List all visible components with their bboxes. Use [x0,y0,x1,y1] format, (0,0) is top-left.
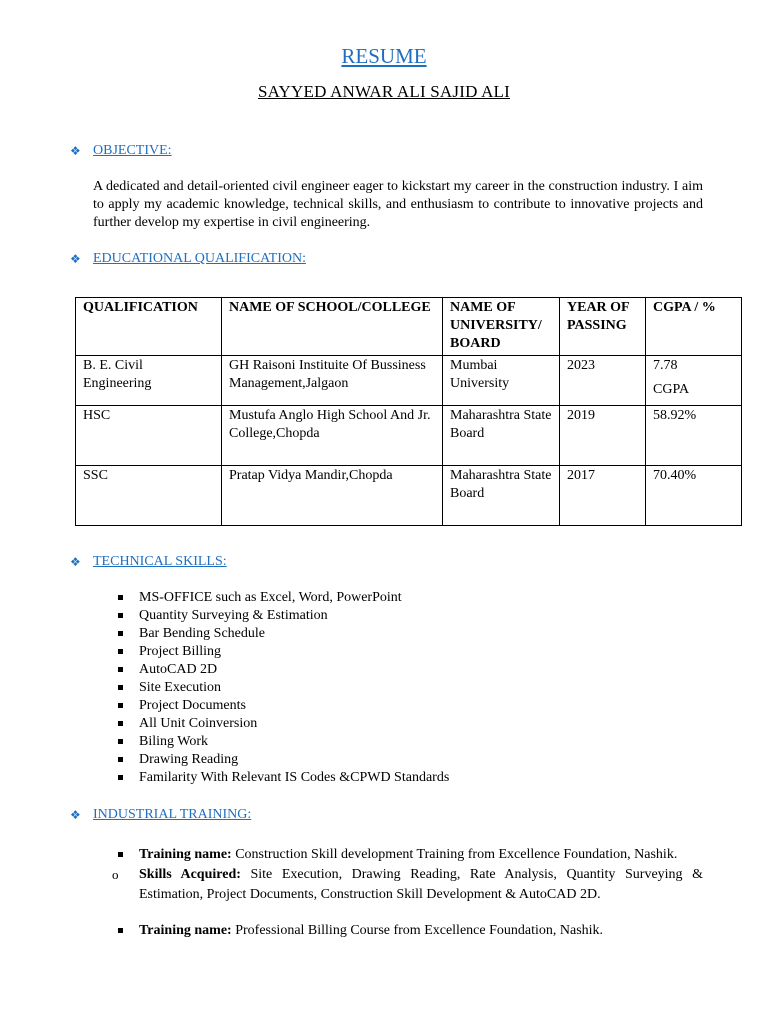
school-cell: GH Raisoni Instituite Of Bussiness Management,Jalgaon [222,356,443,406]
table-header-row [76,298,742,356]
skills-acquired-item [112,865,704,905]
skill-label: MS-OFFICE such as Excel, Word, PowerPoint [139,590,402,605]
diamond-cluster-icon: ❖ [70,808,81,822]
diamond-cluster-icon: ❖ [70,555,81,569]
skills-acquired-text: Site Execution, Drawing Reading, Rate Analysis, Quantity Surveying & Estimation, Project Documents, Construction Skill Development & AutoCAD 2D. [139,867,704,902]
column-header: NAME OF UNIVERSITY/ BOARD [443,298,560,356]
square-bullet-icon [118,613,123,618]
skill-label: All Unit Coinversion [139,716,258,731]
square-bullet-icon [118,631,123,636]
diamond-cluster-icon: ❖ [70,252,81,266]
year-cell: 2019 [560,406,646,466]
list-item [115,769,449,787]
training-item [115,845,703,865]
skill-label: Drawing Reading [139,752,239,767]
list-item [115,625,449,643]
skill-label: Familarity With Relevant IS Codes &CPWD Standards [139,770,450,785]
square-bullet-icon [118,649,123,654]
candidate-name: SAYYED ANWAR ALI SAJID ALI [257,82,511,101]
square-bullet-icon [118,739,123,744]
list-item [115,607,449,625]
list-item [115,715,449,733]
objective-text: A dedicated and detail-oriented civil engineer eager to kickstart my career in the construction industry. I aim to apply my academic knowledge, technical skills, and enthusiasm to contribute to innovative projects and further develop my expertise in civil engineering. [93,179,703,230]
table-row [76,406,742,466]
score-cell: 70.40% [646,466,742,526]
column-header: CGPA / % [646,298,742,356]
list-item [115,733,449,751]
diamond-cluster-icon: ❖ [70,144,81,158]
year-cell: 2017 [560,466,646,526]
qualification-cell: SSC [76,466,222,526]
education-heading-label: EDUCATIONAL QUALIFICATION: [93,251,306,266]
list-item [115,643,449,661]
score-cell [646,356,742,406]
education-heading [70,251,306,267]
resume-title: RESUME [341,44,427,68]
square-bullet-icon [118,667,123,672]
square-bullet-icon [118,852,123,857]
training-text: Construction Skill development Training from Excellence Foundation, Nashik. [231,847,678,862]
skills-acquired-label: Skills Acquired: [139,867,241,882]
square-bullet-icon [118,595,123,600]
qualification-cell: HSC [76,406,222,466]
skill-label: Quantity Surveying & Estimation [139,608,328,623]
skill-label: Bar Bending Schedule [139,626,265,641]
list-item [115,679,449,697]
objective-heading-label: OBJECTIVE: [93,143,172,158]
education-table [75,297,742,526]
skill-label: Site Execution [139,680,222,695]
skills-list [115,589,449,787]
skills-heading [70,554,227,570]
school-cell: Mustufa Anglo High School And Jr. College,Chopda [222,406,443,466]
board-cell: Maharashtra State Board [443,406,560,466]
table-row [76,466,742,526]
square-bullet-icon [118,928,123,933]
score-cell: 58.92% [646,406,742,466]
square-bullet-icon [118,757,123,762]
table-row [76,356,742,406]
column-header: YEAR OF PASSING [560,298,646,356]
qualification-cell: B. E. Civil Engineering [76,356,222,406]
square-bullet-icon [118,703,123,708]
school-cell: Pratap Vidya Mandir,Chopda [222,466,443,526]
list-item [115,589,449,607]
column-header: QUALIFICATION [76,298,222,356]
training-label: Training name: [139,847,232,862]
skill-label: AutoCAD 2D [139,662,218,677]
score-unit: CGPA [653,382,690,397]
list-item [115,751,449,769]
square-bullet-icon [118,685,123,690]
training-heading [70,807,251,823]
square-bullet-icon [118,775,123,780]
training-item [115,921,703,941]
training-text: Professional Billing Course from Excellence Foundation, Nashik. [231,923,604,938]
circle-bullet-icon: o [112,867,119,882]
objective-heading [70,143,172,159]
skill-label: Project Billing [139,644,222,659]
training-label: Training name: [139,923,232,938]
board-cell: Maharashtra State Board [443,466,560,526]
square-bullet-icon [118,721,123,726]
year-cell: 2023 [560,356,646,406]
skills-heading-label: TECHNICAL SKILLS: [93,554,227,569]
score-value: 7.78 [653,358,678,373]
training-block [112,845,704,941]
list-item [115,661,449,679]
skill-label: Biling Work [139,734,209,749]
column-header: NAME OF SCHOOL/COLLEGE [222,298,443,356]
training-heading-label: INDUSTRIAL TRAINING: [93,807,252,822]
skill-label: Project Documents [139,698,246,713]
list-item [115,697,449,715]
board-cell: Mumbai University [443,356,560,406]
